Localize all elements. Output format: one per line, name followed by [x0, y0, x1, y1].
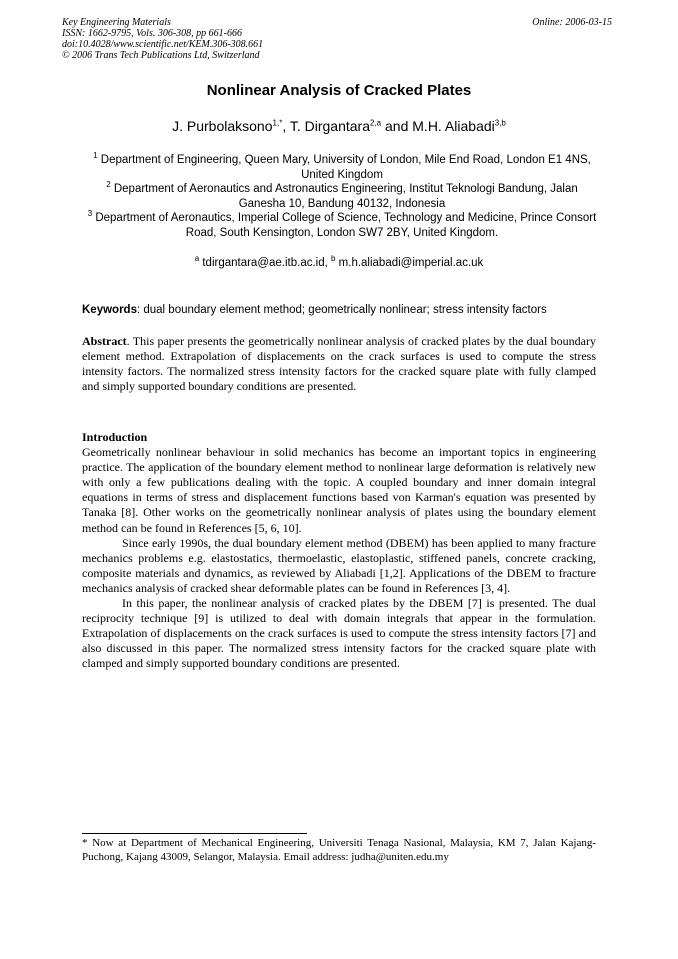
author-separator: and	[381, 118, 413, 134]
email-address[interactable]: tdirgantara@ae.itb.ac.id,	[199, 257, 332, 269]
abstract-text: . This paper presents the geometrically nonlinear analysis of cracked plates by the dual boundary element method. Extrapolation of displacements on the crack surfaces is used to compute the stress intensity factors. The normalized stress intensity factors for the cracked square plate with fully clamped and simply supported boundary conditions are presented.	[82, 334, 596, 394]
abstract-label: Abstract	[82, 334, 127, 348]
abstract	[82, 334, 596, 394]
footnote-divider	[82, 833, 307, 834]
author-affiliation-mark: 3,b	[494, 118, 506, 128]
author-name: J. Purbolaksono	[172, 118, 273, 134]
affiliation	[82, 153, 602, 182]
affiliations	[82, 153, 602, 241]
author-affiliation-mark: 1,*	[272, 118, 283, 128]
doi-line: doi:10.4028/www.scientific.net/KEM.306-308.661	[62, 39, 264, 50]
author-list	[0, 118, 678, 134]
author-name: T. Dirgantara	[289, 118, 370, 134]
footnote: * Now at Department of Mechanical Engineering, Universiti Tenaga Nasional, Malaysia, KM 7, Jalan Kajang-Puchong, Kajang 43009, Selangor, Malaysia. Email address: judha@uniten.edu.my	[82, 837, 596, 863]
affiliation	[82, 182, 602, 211]
author-separator: ,	[282, 118, 290, 134]
paragraph: Since early 1990s, the dual boundary element method (DBEM) has been applied to many fracture mechanics problems e.g. elastostatics, thermoelastic, elastoplastic, stiffened panels, concrete cracking, composite materials and dynamics, as reviewed by Aliabadi [1,2]. Applications of the DBEM to fracture mechanics analysis of cracked shear deformable plates can be found in References [3, 4].	[82, 535, 596, 595]
paper-title: Nonlinear Analysis of Cracked Plates	[206, 82, 472, 99]
paragraph: Geometrically nonlinear behaviour in solid mechanics has become an important topics in engineering practice. The application of the boundary element method to nonlinear large deformation is relatively new with only a few publications dealing with the topic. A coupled boundary and inner domain integral equations in terms of stress and displacement functions based von Karman's equation was presented by Tanaka [8]. Other works on the geometrically nonlinear analysis of plates using the boundary element method can be found in References [5, 6, 10].	[82, 445, 596, 535]
copyright-line: © 2006 Trans Tech Publications Ltd, Switzerland	[62, 50, 260, 61]
affiliation-mark: 1	[93, 151, 98, 161]
keywords	[82, 304, 602, 316]
affiliation	[82, 211, 602, 240]
journal-header	[62, 17, 263, 61]
section-heading: Introduction	[82, 430, 148, 444]
keywords-text: : dual boundary element method; geometrically nonlinear; stress intensity factors	[136, 304, 547, 316]
journal-name: Key Engineering Materials	[62, 17, 171, 28]
affiliation-text: Department of Aeronautics, Imperial College of Science, Technology and Medicine, Prince Consort Road, South Kensington, London SW7 2BY, United Kingdom.	[92, 212, 597, 239]
author-emails	[0, 254, 678, 269]
email-mark: b	[331, 254, 336, 264]
online-date: Online: 2006-03-15	[532, 17, 612, 28]
author-affiliation-mark: 2,a	[370, 118, 382, 128]
keywords-label: Keywords	[82, 304, 137, 316]
issn-line: ISSN: 1662-9795, Vols. 306-308, pp 661-666	[62, 28, 242, 39]
affiliation-mark: 3	[87, 209, 93, 219]
affiliation-mark: 2	[106, 180, 111, 190]
affiliation-text: Department of Aeronautics and Astronautics Engineering, Institut Teknologi Bandung, Jalan Ganesha 10, Bandung 40132, Indonesia	[110, 183, 578, 210]
paragraph: In this paper, the nonlinear analysis of cracked plates by the DBEM [7] is presented. The dual reciprocity technique [9] is utilized to deal with domain integrals that appear in the formulation. Extrapolation of displacements on the crack surfaces is used to compute the stress intensity factors [7] and also discussed in this paper. The normalized stress intensity factors for the cracked square plate with clamped and simply supported boundary conditions are presented.	[82, 596, 596, 671]
email-address[interactable]: m.h.aliabadi@imperial.ac.uk	[335, 257, 484, 269]
affiliation-text: Department of Engineering, Queen Mary, University of London, Mile End Road, London E1 4NS, United Kingdom	[97, 154, 591, 181]
author-name: M.H. Aliabadi	[412, 118, 495, 134]
email-mark: a	[194, 254, 200, 264]
introduction-section	[82, 430, 596, 672]
